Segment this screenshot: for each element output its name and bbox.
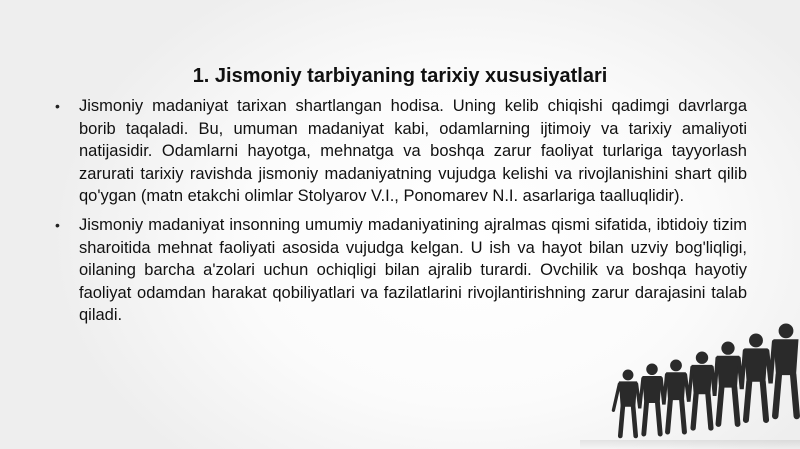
- person-silhouette: [667, 360, 686, 432]
- person-silhouette: [643, 364, 661, 434]
- held-hands-arm: [637, 379, 643, 409]
- bullet-item: [55, 95, 747, 208]
- held-hands-arm: [661, 375, 667, 405]
- bullet-text: Jismoniy madaniyat tarixan shartlangan hodisa. Uning kelib chiqishi qadimgi davrlarga borib taqaladi. Bu, umuman madaniyat kabi, odamlarning ijtimoiy va tarixiy amaliyoti natijasidir. Odamlarni hayotga, mehnatga va boshqa zarur faoliyat turlariga tayyorlash zarurati tarixiy ravishda jismoniy madaniyatning vujudga kelishi va rivojlanishini shart qilib qo'ygan (matn etakchi olimlar Stolyarov V.I., Ponomarev N.I. asarlariga taalluqlidir).: [79, 97, 747, 206]
- person-silhouette: [745, 334, 767, 420]
- person-silhouette: [774, 324, 798, 416]
- slide-title: 1. Jismoniy tarbiyaning tarixiy xususiyatlari: [192, 65, 608, 87]
- bullet-item: [55, 214, 747, 327]
- bullet-text: Jismoniy madaniyat insonning umumiy madaniyatining ajralmas qismi sifatida, ibtidoiy tizim sharoitida mehnat faoliyati asosida vujudga kelgan. U ish va hayot bilan uzviy bog'liqligi, oilaning barcha a'zolari uchun ochiqligi bilan ajralib turardi. Ovchilik va boshqa hayotiy faoliyat odamdan harakat qobiliyatlari va fazilatlarini rivojlantirishning zarur darajasini talab qiladi.: [79, 215, 747, 325]
- person-silhouette: [692, 352, 712, 428]
- held-hands-arm: [739, 351, 745, 389]
- person-silhouette: [717, 342, 738, 424]
- bullet-icon: •: [55, 216, 60, 233]
- bullet-list: [55, 95, 747, 333]
- floor-reflection: [580, 440, 800, 449]
- held-hands-arm: [712, 358, 717, 396]
- held-hands-arm: [767, 342, 774, 384]
- person-silhouette: [619, 370, 636, 436]
- bullet-icon: •: [55, 98, 60, 114]
- held-hands-arm: [685, 367, 692, 401]
- arm: [613, 384, 619, 410]
